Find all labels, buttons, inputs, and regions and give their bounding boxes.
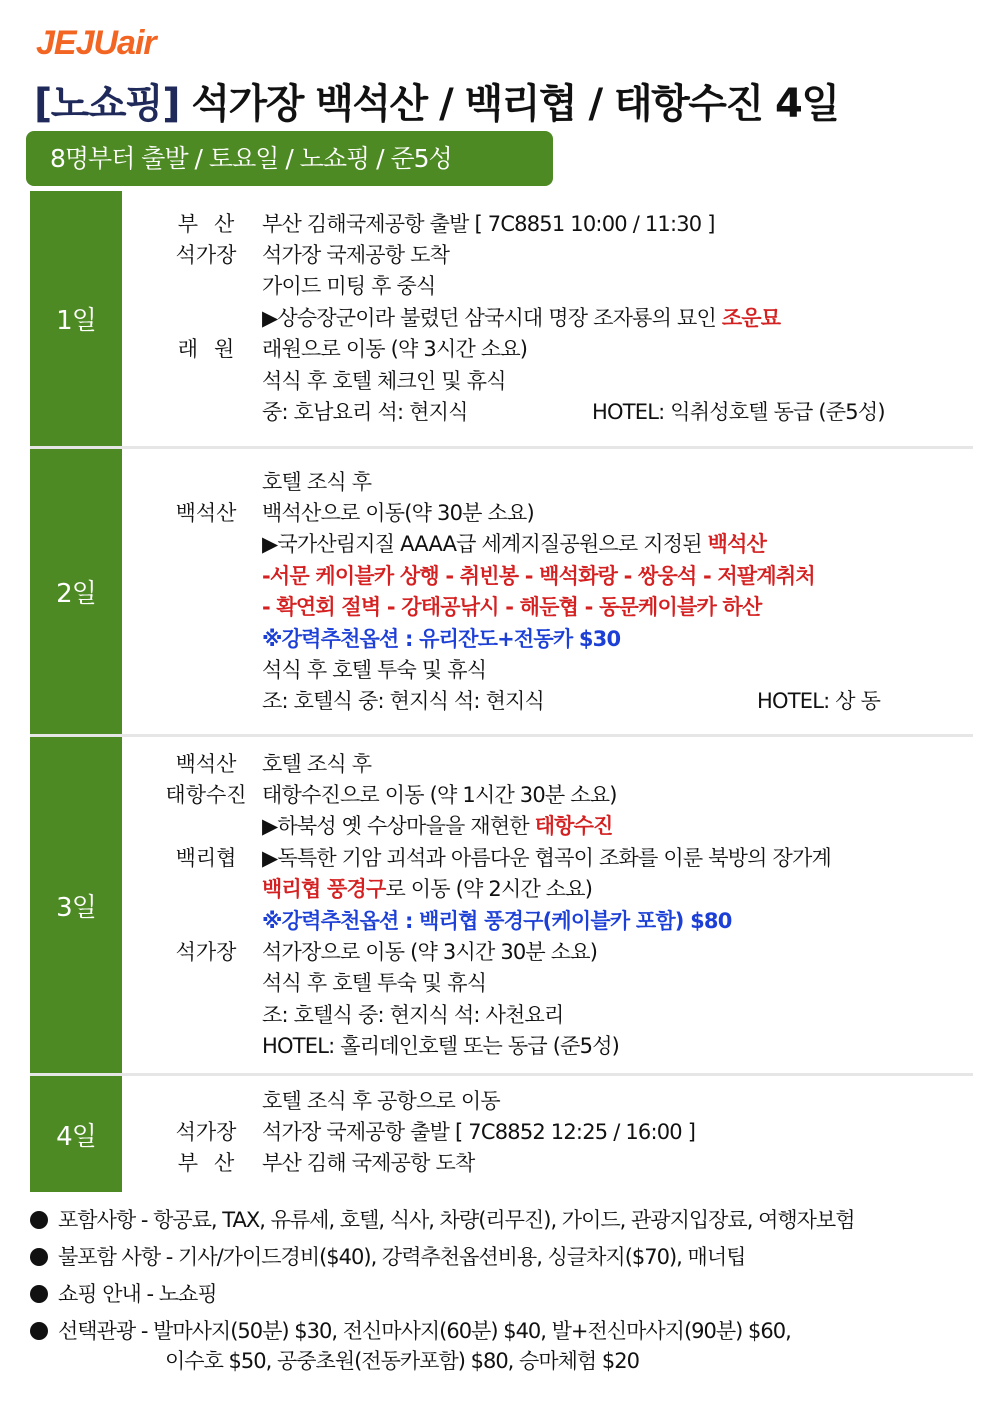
highlight-text: -서문 케이블카 상행 - 취빈봉 - 백석화랑 - 쌍웅석 - 저팔계취처 — [262, 563, 815, 588]
recommended-option: ※강력추천옵션 : 백리협 풍경구(케이블카 포함) $80 — [262, 908, 732, 933]
schedule-row — [150, 301, 973, 332]
schedule-description — [262, 654, 973, 684]
description-text: 중: 호남요리 석: 현지식 — [262, 400, 468, 425]
schedule-row — [150, 1030, 973, 1061]
place-name: 태항수진 — [165, 783, 247, 808]
day-schedule — [122, 449, 973, 734]
schedule-description — [262, 779, 973, 809]
note-text: 포함사항 - 항공료, TAX, 유류세, 호텔, 식사, 차량(리무진), 가이드, 관광지입장료, 여행자보험 — [58, 1208, 855, 1232]
note-item — [26, 1279, 986, 1309]
hotel-info: HOTEL: 상 동 — [757, 689, 881, 714]
schedule-row — [150, 238, 973, 269]
description-text: 석가장 국제공항 도착 — [262, 243, 450, 268]
schedule-description — [262, 396, 973, 426]
description-text: 가이드 미팅 후 중식 — [262, 274, 436, 299]
schedule-description — [262, 208, 973, 238]
schedule-row — [150, 395, 973, 426]
schedule-description — [262, 1147, 973, 1177]
schedule-row — [150, 873, 973, 904]
day-label: 3일 — [30, 737, 122, 1073]
description-text: ▶상승장군이라 불렸던 삼국시대 명장 조자룡의 묘인 — [262, 305, 722, 330]
description-text: ▶독특한 기암 괴석과 아름다운 협곡이 조화를 이룬 북방의 장가계 — [262, 845, 831, 870]
schedule-description — [262, 1030, 973, 1060]
schedule-description — [262, 999, 973, 1029]
day-label: 4일 — [30, 1076, 122, 1192]
schedule-row — [150, 364, 973, 395]
hotel-info: HOTEL: 익취성호텔 동급 (준5성) — [592, 400, 885, 425]
day-section — [30, 1076, 973, 1192]
schedule-description — [262, 810, 973, 840]
place-name: 석가장 — [175, 243, 237, 268]
schedule-row — [150, 653, 973, 684]
schedule-description — [262, 873, 973, 903]
day-schedule — [122, 191, 973, 446]
schedule-row — [150, 685, 973, 716]
day-schedule — [122, 1076, 973, 1192]
schedule-row — [150, 270, 973, 301]
highlight-text: 태항수진 — [534, 814, 613, 839]
description-text: 호텔 조식 후 — [262, 469, 372, 494]
schedule-description — [262, 905, 973, 935]
day-label: 2일 — [30, 449, 122, 734]
note-text: 불포함 사항 - 기사/가이드경비($40), 강력추천옵션비용, 싱글차지($70), 매너팁 — [58, 1245, 746, 1269]
note-text: 선택관광 - 발마사지(50분) $30, 전신마사지(60분) $40, 발+전신마사지(90분) $60, — [58, 1319, 791, 1343]
bullet-icon — [30, 1285, 48, 1303]
description-text: 석가장 국제공항 출발 [ 7C8852 12:25 / 16:00 ] — [262, 1120, 696, 1145]
schedule-row — [150, 1147, 973, 1178]
note-item — [26, 1242, 986, 1272]
schedule-row — [150, 967, 973, 998]
schedule-row — [150, 1115, 973, 1146]
schedule-row — [150, 496, 973, 527]
schedule-description — [262, 591, 973, 621]
place-name: 백석산 — [175, 751, 237, 776]
place-name: 백석산 — [175, 501, 237, 526]
schedule-description — [262, 270, 973, 300]
schedule-description — [262, 560, 973, 590]
schedule-row — [150, 998, 973, 1029]
description-text: 로 이동 (약 2시간 소요) — [385, 877, 593, 902]
schedule-description — [262, 1116, 973, 1146]
day-label: 1일 — [30, 191, 122, 446]
description-text: ▶하북성 옛 수상마을을 재현한 — [262, 814, 535, 839]
description-text: 석식 후 호텔 체크인 및 휴식 — [262, 368, 506, 393]
tour-summary-banner: 8명부터 출발 / 토요일 / 노쇼핑 / 준5성 — [26, 131, 553, 186]
description-text: 석식 후 호텔 투숙 및 휴식 — [262, 971, 487, 996]
schedule-description — [262, 333, 973, 363]
schedule-description — [262, 685, 973, 715]
schedule-description — [262, 497, 973, 527]
description-text: 부산 김해국제공항 출발 [ 7C8851 10:00 / 11:30 ] — [262, 211, 715, 236]
description-text: 태항수진으로 이동 (약 1시간 30분 소요) — [262, 783, 617, 808]
itinerary-table — [30, 191, 973, 1192]
title-main: 석가장 백석산 / 백리협 / 태항수진 4일 — [191, 81, 839, 127]
description-text: 석가장으로 이동 (약 3시간 30분 소요) — [262, 940, 598, 965]
tour-notes — [26, 1205, 986, 1383]
schedule-description — [262, 528, 973, 558]
schedule-row — [150, 747, 973, 778]
schedule-row — [150, 207, 973, 238]
highlight-text: 조운묘 — [721, 305, 781, 330]
schedule-row — [150, 904, 973, 935]
note-item — [26, 1316, 986, 1376]
place-name: 석가장 — [175, 940, 237, 965]
description-text: 호텔 조식 후 공항으로 이동 — [262, 1088, 500, 1113]
day-section — [30, 191, 973, 449]
schedule-description — [262, 967, 973, 997]
schedule-row — [150, 591, 973, 622]
description-text: ▶국가산림지질 AAAA급 세계지질공원으로 지정된 — [262, 532, 708, 557]
description-text: HOTEL: 홀리데인호텔 또는 동급 (준5성) — [262, 1034, 620, 1059]
schedule-row — [150, 528, 973, 559]
schedule-row — [150, 465, 973, 496]
note-item — [26, 1205, 986, 1235]
schedule-description — [262, 239, 973, 269]
highlight-text: - 확연회 절벽 - 강태공낚시 - 해둔협 - 동문케이블카 하산 — [262, 595, 762, 620]
description-text: 호텔 조식 후 — [262, 751, 372, 776]
schedule-row — [150, 559, 973, 590]
note-text-continued: 이수호 $50, 공중초원(전동카포함) $80, 승마체험 $20 — [165, 1349, 639, 1373]
day-section — [30, 449, 973, 737]
place-name: 래원 — [177, 337, 251, 362]
description-text: 부산 김해 국제공항 도착 — [262, 1151, 475, 1176]
schedule-description — [262, 1085, 973, 1115]
place-name: 백리협 — [175, 845, 237, 870]
day-schedule — [122, 737, 973, 1073]
schedule-description — [262, 623, 973, 653]
title-prefix: [노쇼핑] — [34, 81, 179, 127]
day-section — [30, 737, 973, 1076]
schedule-description — [262, 365, 973, 395]
schedule-description — [262, 936, 973, 966]
description-text: 백석산으로 이동(약 30분 소요) — [262, 501, 534, 526]
jejuair-logo: JEJUair — [36, 24, 156, 62]
bullet-icon — [30, 1248, 48, 1266]
schedule-row — [150, 935, 973, 966]
schedule-description — [262, 842, 973, 872]
schedule-row — [150, 841, 973, 872]
place-name: 부산 — [177, 211, 251, 236]
bullet-icon — [30, 1322, 48, 1340]
schedule-description — [262, 302, 973, 332]
bullet-icon — [30, 1211, 48, 1229]
schedule-row — [150, 1084, 973, 1115]
highlight-text: 백석산 — [707, 532, 767, 557]
description-text: 석식 후 호텔 투숙 및 휴식 — [262, 658, 487, 683]
place-name: 석가장 — [175, 1120, 237, 1145]
schedule-row — [150, 778, 973, 809]
schedule-description — [262, 748, 973, 778]
recommended-option: ※강력추천옵션 : 유리잔도+전동카 $30 — [262, 626, 621, 651]
highlight-text: 백리협 풍경구 — [262, 877, 386, 902]
schedule-description — [262, 466, 973, 496]
schedule-row — [150, 810, 973, 841]
schedule-row — [150, 622, 973, 653]
place-name: 부산 — [177, 1151, 251, 1176]
note-text: 쇼핑 안내 - 노쇼핑 — [58, 1282, 217, 1306]
description-text: 조: 호텔식 중: 현지식 석: 사천요리 — [262, 1002, 564, 1027]
description-text: 조: 호텔식 중: 현지식 석: 현지식 — [262, 689, 545, 714]
page-title — [34, 72, 839, 129]
description-text: 래원으로 이동 (약 3시간 소요) — [262, 337, 528, 362]
schedule-row — [150, 333, 973, 364]
